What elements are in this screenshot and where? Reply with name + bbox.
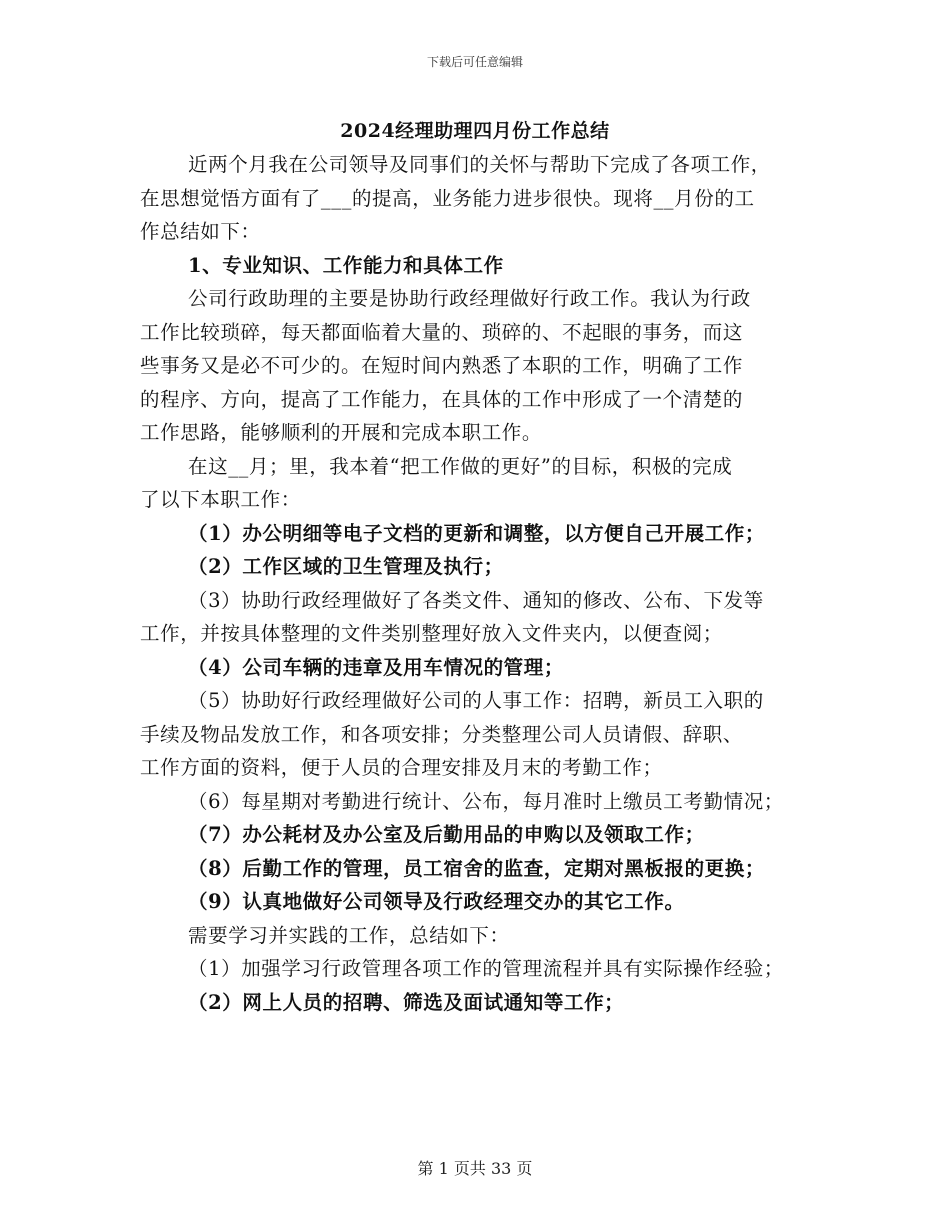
body-line: 工作思路，能够顺利的开展和完成本职工作。 (140, 421, 543, 444)
body-line: 公司行政助理的主要是协助行政经理做好行政工作。我认为行政 (188, 287, 751, 310)
body-line: 需要学习并实践的工作，总结如下： (188, 923, 510, 947)
body-line: 了以下本职工作： (140, 488, 301, 511)
body-line: 的程序、方向，提高了工作能力，在具体的工作中形成了一个清楚的 (140, 387, 744, 411)
body-line: 近两个月我在公司领导及同事们的关怀与帮助下完成了各项工作， (188, 153, 771, 176)
list-item: （8）后勤工作的管理，员工宿舍的监查，定期对黑板报的更换； (188, 856, 765, 880)
list-item-continuation: 工作方面的资料，便于人员的合理安排及月末的考勤工作； (140, 756, 663, 779)
body-line: 在思想觉悟方面有了___的提高，业务能力进步很快。现将__月份的工 (140, 186, 755, 210)
list-item: （4）公司车辆的违章及用车情况的管理； (188, 655, 564, 679)
page-number: 第 1 页共 33 页 (417, 1159, 533, 1178)
list-item: （6）每星期对考勤进行统计、公布，每月准时上缴员工考勤情况； (188, 789, 784, 813)
page-header-note: 下载后可任意编辑 (426, 55, 523, 69)
list-item-continuation: 手续及物品发放工作，和各项安排；分类整理公司人员请假、辞职、 (140, 722, 744, 746)
list-item: （9）认真地做好公司领导及行政经理交办的其它工作。 (188, 890, 685, 913)
body-line: 些事务又是必不可少的。在短时间内熟悉了本职的工作，明确了工作 (140, 354, 744, 377)
list-item: （7）办公耗材及办公室及后勤用品的申购以及领取工作； (188, 823, 705, 846)
document-body (140, 148, 820, 1019)
list-item-continuation: 工作，并按具体整理的文件类别整理好放入文件夹内，以便查阅； (140, 622, 723, 645)
list-item: （1）加强学习行政管理各项工作的管理流程并具有实际操作经验； (188, 957, 784, 980)
body-line: 在这__月；里，我本着“把工作做的更好”的目标，积极的完成 (188, 454, 733, 478)
list-item: （3）协助行政经理做好了各类文件、通知的修改、公布、下发等 (188, 588, 764, 612)
list-item: （5）协助好行政经理做好公司的人事工作：招聘，新员工入职的 (188, 689, 764, 712)
list-item: （2）工作区域的卫生管理及执行； (188, 555, 504, 578)
section-heading: 1、专业知识、工作能力和具体工作 (188, 253, 504, 277)
body-line: 工作比较琐碎，每天都面临着大量的、琐碎的、不起眼的事务，而这 (140, 320, 744, 344)
body-line: 作总结如下： (140, 220, 261, 243)
document-title: 2024经理助理四月份工作总结 (340, 120, 610, 142)
list-item: （2）网上人员的招聘、筛选及面试通知等工作； (188, 990, 625, 1014)
list-item: （1）办公明细等电子文档的更新和调整，以方便自己开展工作； (188, 521, 765, 545)
